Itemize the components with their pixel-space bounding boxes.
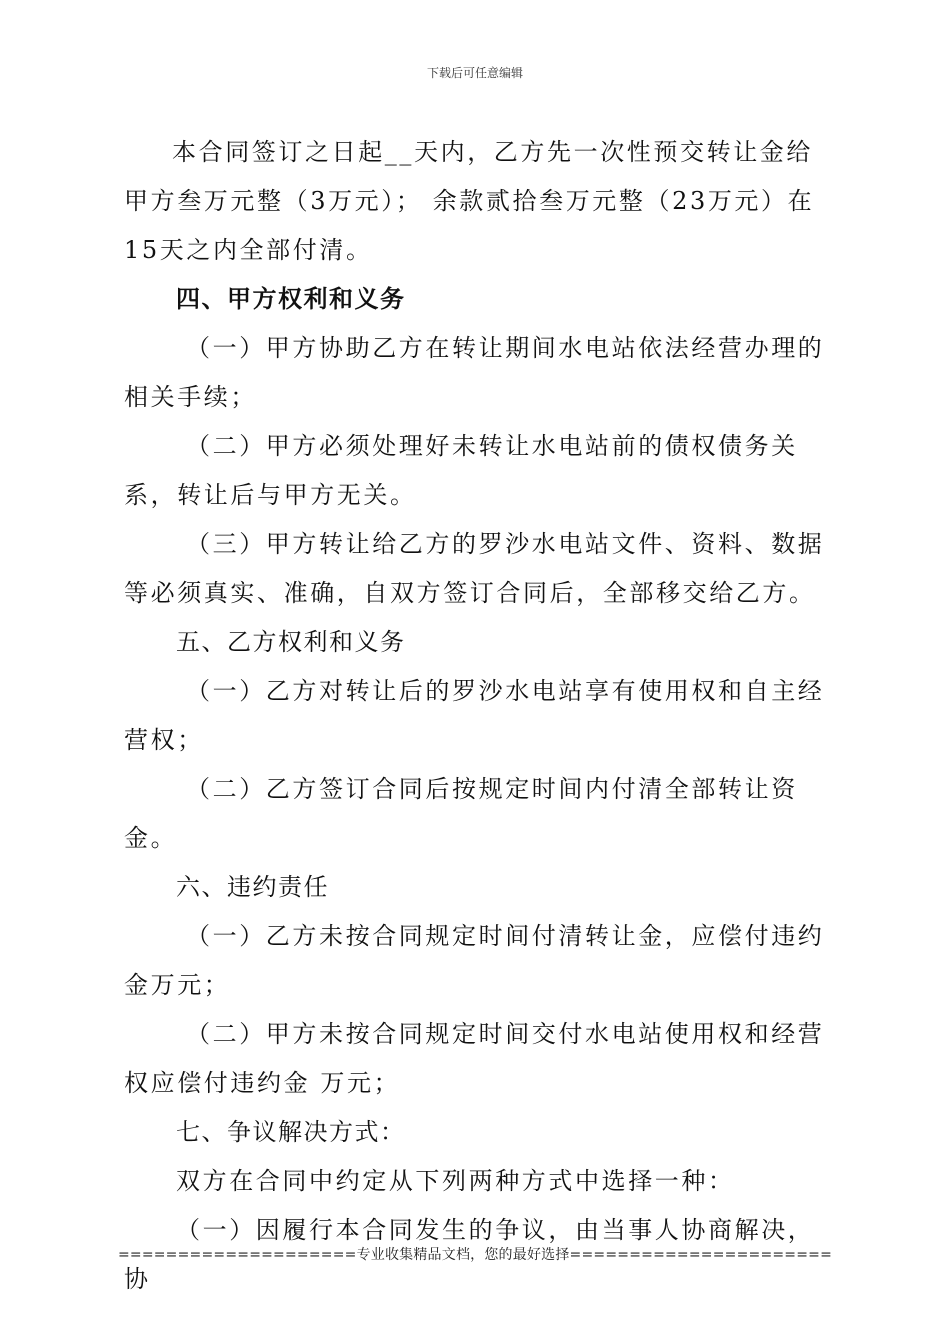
section-4-item-3: （三）甲方转让给乙方的罗沙水电站文件、资料、数据等必须真实、准确，自双方签订合同后，全部移交给乙方。 — [124, 530, 825, 607]
section-6-heading: 六、违约责任 — [176, 873, 329, 901]
section-7-heading: 七、争议解决方式： — [176, 1118, 406, 1146]
payment-paragraph: 本合同签订之日起__天内，乙方先一次性预交转让金给甲方叁万元整（3万元）； 余款贰拾叁万元整（23万元）在 15天之内全部付清。 — [124, 138, 815, 264]
footer-note: ====================专业收集精品文档，您的最好选择====================== — [117, 1247, 833, 1263]
contract-body — [124, 128, 828, 1304]
header-note: 下载后可任意编辑 — [426, 66, 523, 80]
section-7-intro: 双方在合同中约定从下列两种方式中选择一种： — [176, 1167, 735, 1195]
section-6-item-2: （二）甲方未按合同规定时间交付水电站使用权和经营权应偿付违约金 万元； — [124, 1020, 825, 1097]
section-5-heading: 五、乙方权利和义务 — [176, 628, 406, 656]
section-5-item-1: （一）乙方对转让后的罗沙水电站享有使用权和自主经营权； — [124, 677, 825, 754]
section-4-item-2: （二）甲方必须处理好未转让水电站前的债权债务关系，转让后与甲方无关。 — [124, 432, 798, 509]
section-6-item-1: （一）乙方未按合同规定时间付清转让金，应偿付违约金万元； — [124, 922, 825, 999]
section-7-item-1: （一）因履行本合同发生的争议，由当事人协商解决，协 — [124, 1216, 815, 1293]
section-4-item-1: （一）甲方协助乙方在转让期间水电站依法经营办理的相关手续； — [124, 334, 825, 411]
section-5-item-2: （二）乙方签订合同后按规定时间内付清全部转让资金。 — [124, 775, 798, 852]
section-4-heading: 四、甲方权利和义务 — [176, 285, 406, 313]
